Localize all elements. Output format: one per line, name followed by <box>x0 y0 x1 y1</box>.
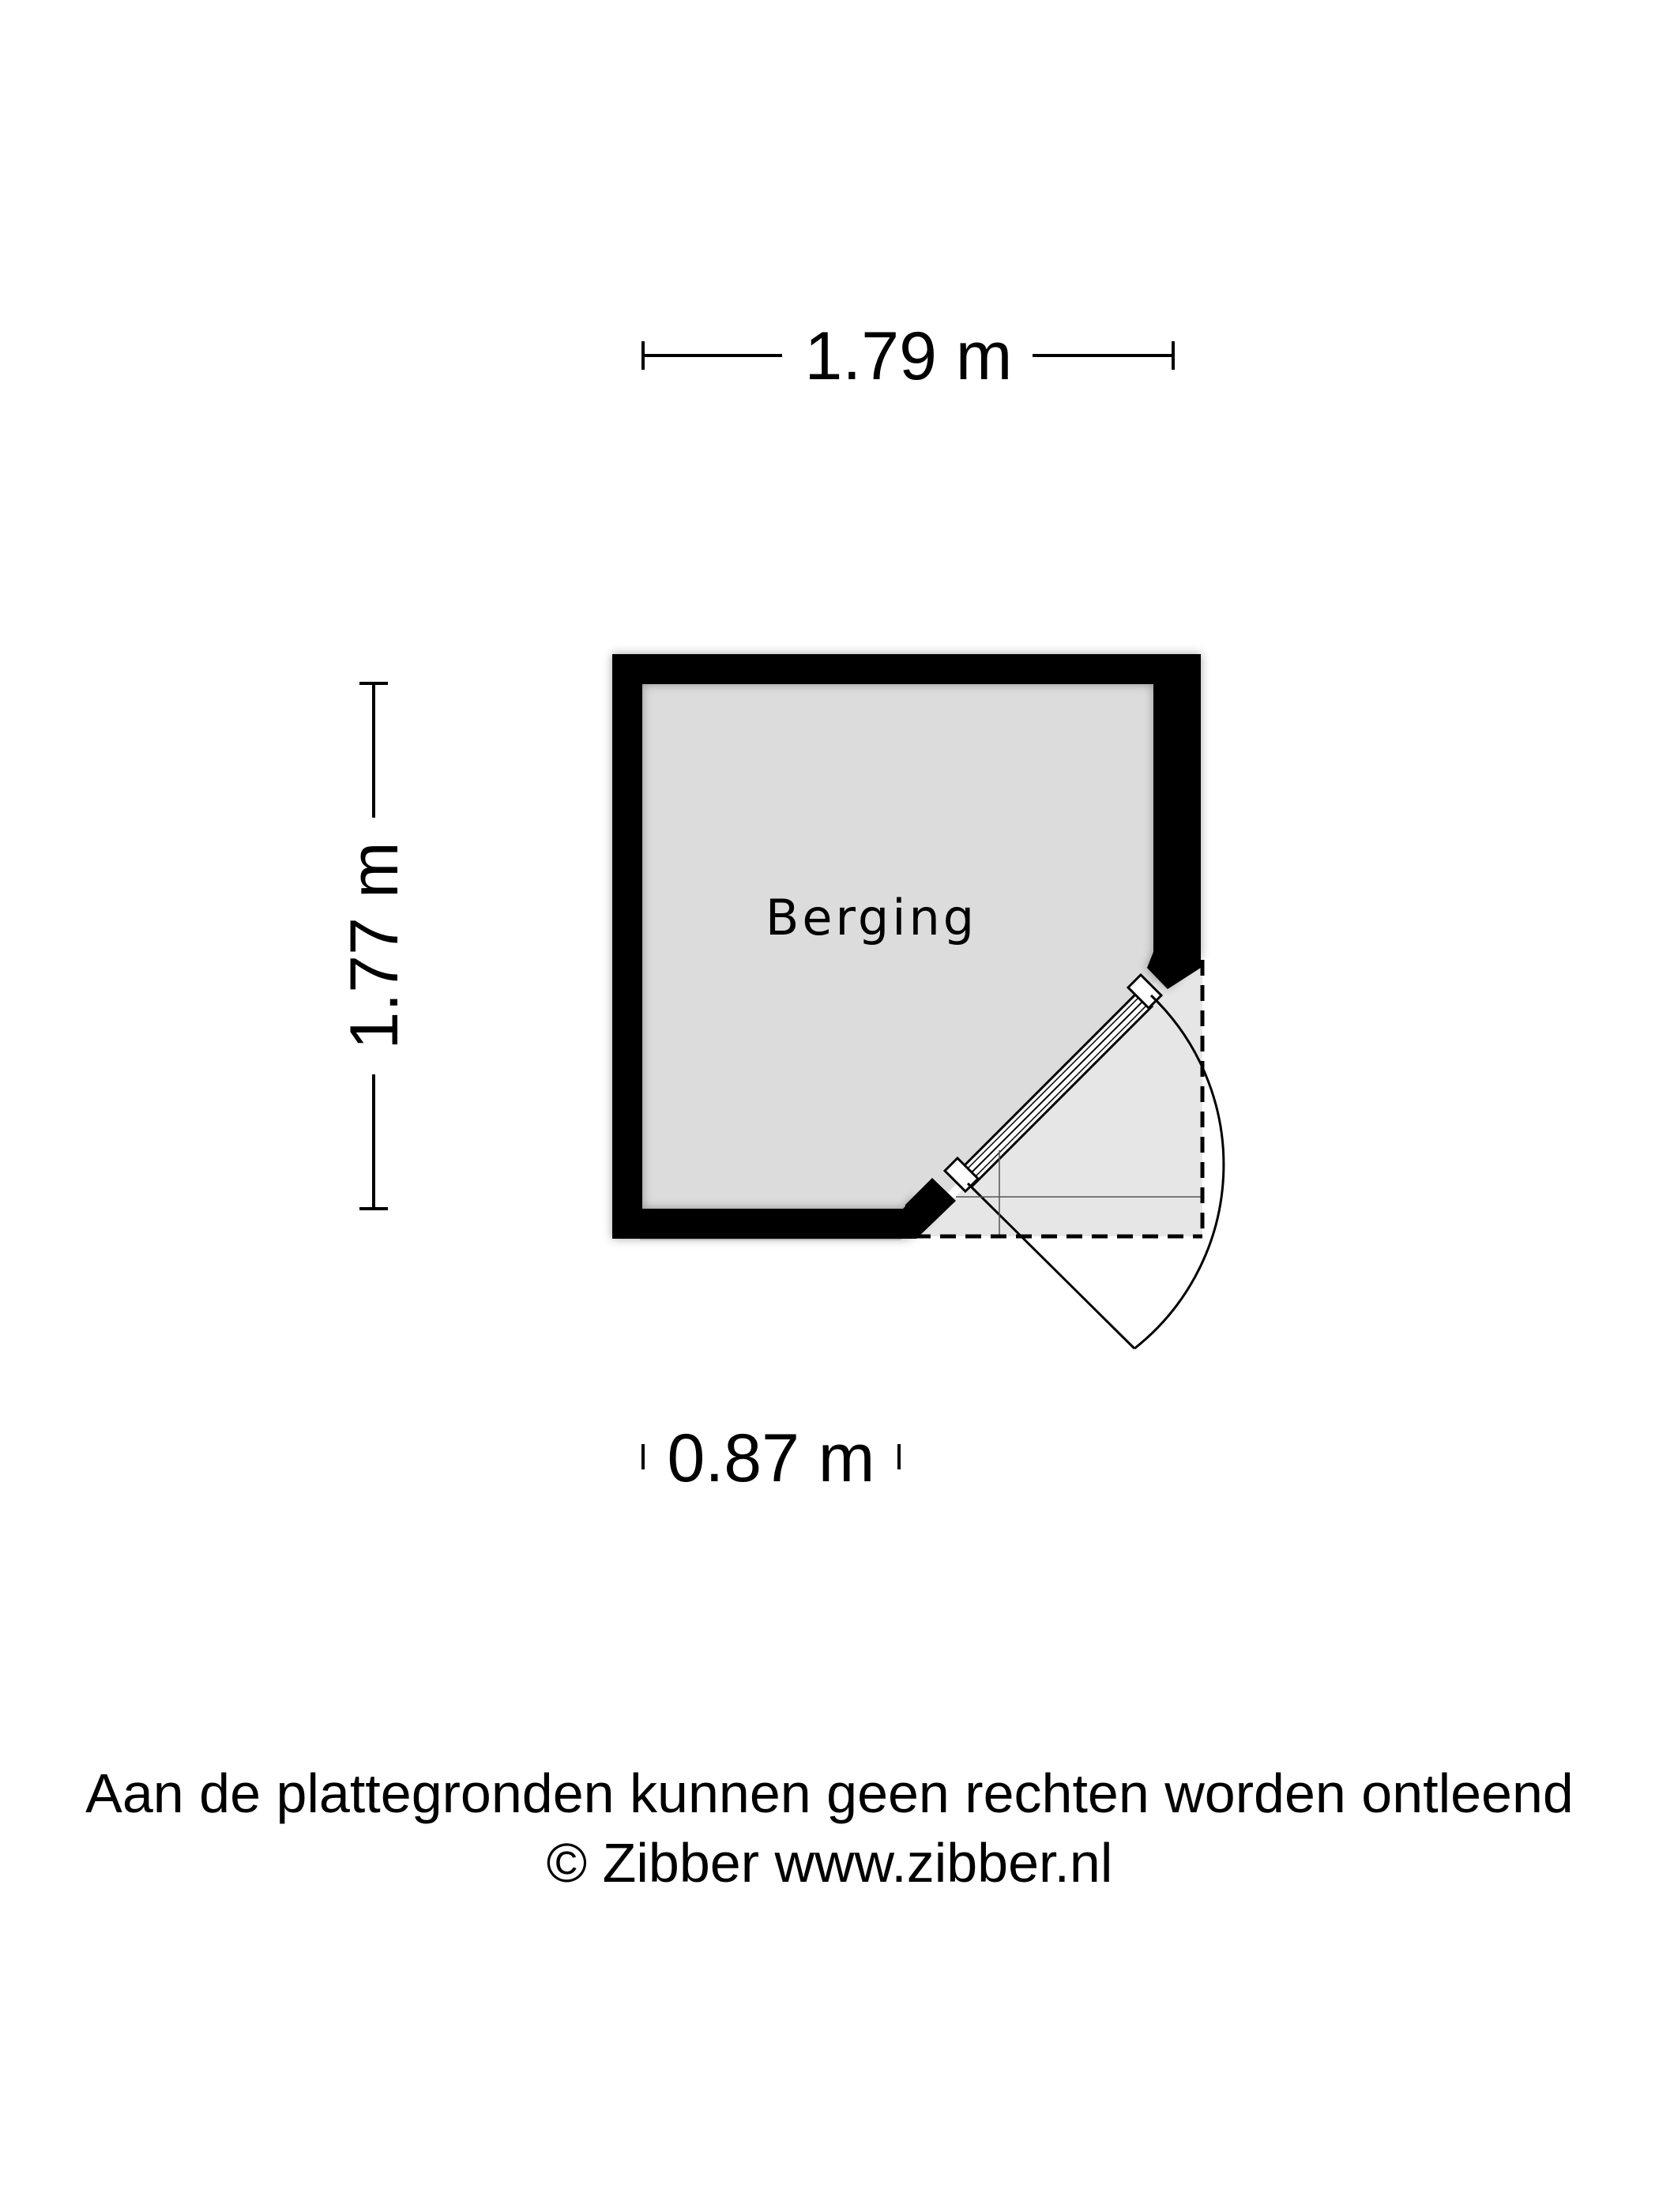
footer-copyright: © Zibber www.zibber.nl <box>546 1832 1113 1894</box>
footer-disclaimer: Aan de plattegronden kunnen geen rechten worden ontleend <box>85 1762 1574 1824</box>
dimension-door-offset <box>643 1420 899 1496</box>
dimension-door-offset-label: 0.87 m <box>667 1420 875 1496</box>
room-label-berging: Berging <box>765 889 978 946</box>
dimension-height <box>337 683 412 1209</box>
dimension-width <box>643 318 1173 394</box>
dimension-width-label: 1.79 m <box>804 318 1013 394</box>
dimension-height-label: 1.77 m <box>337 841 412 1050</box>
